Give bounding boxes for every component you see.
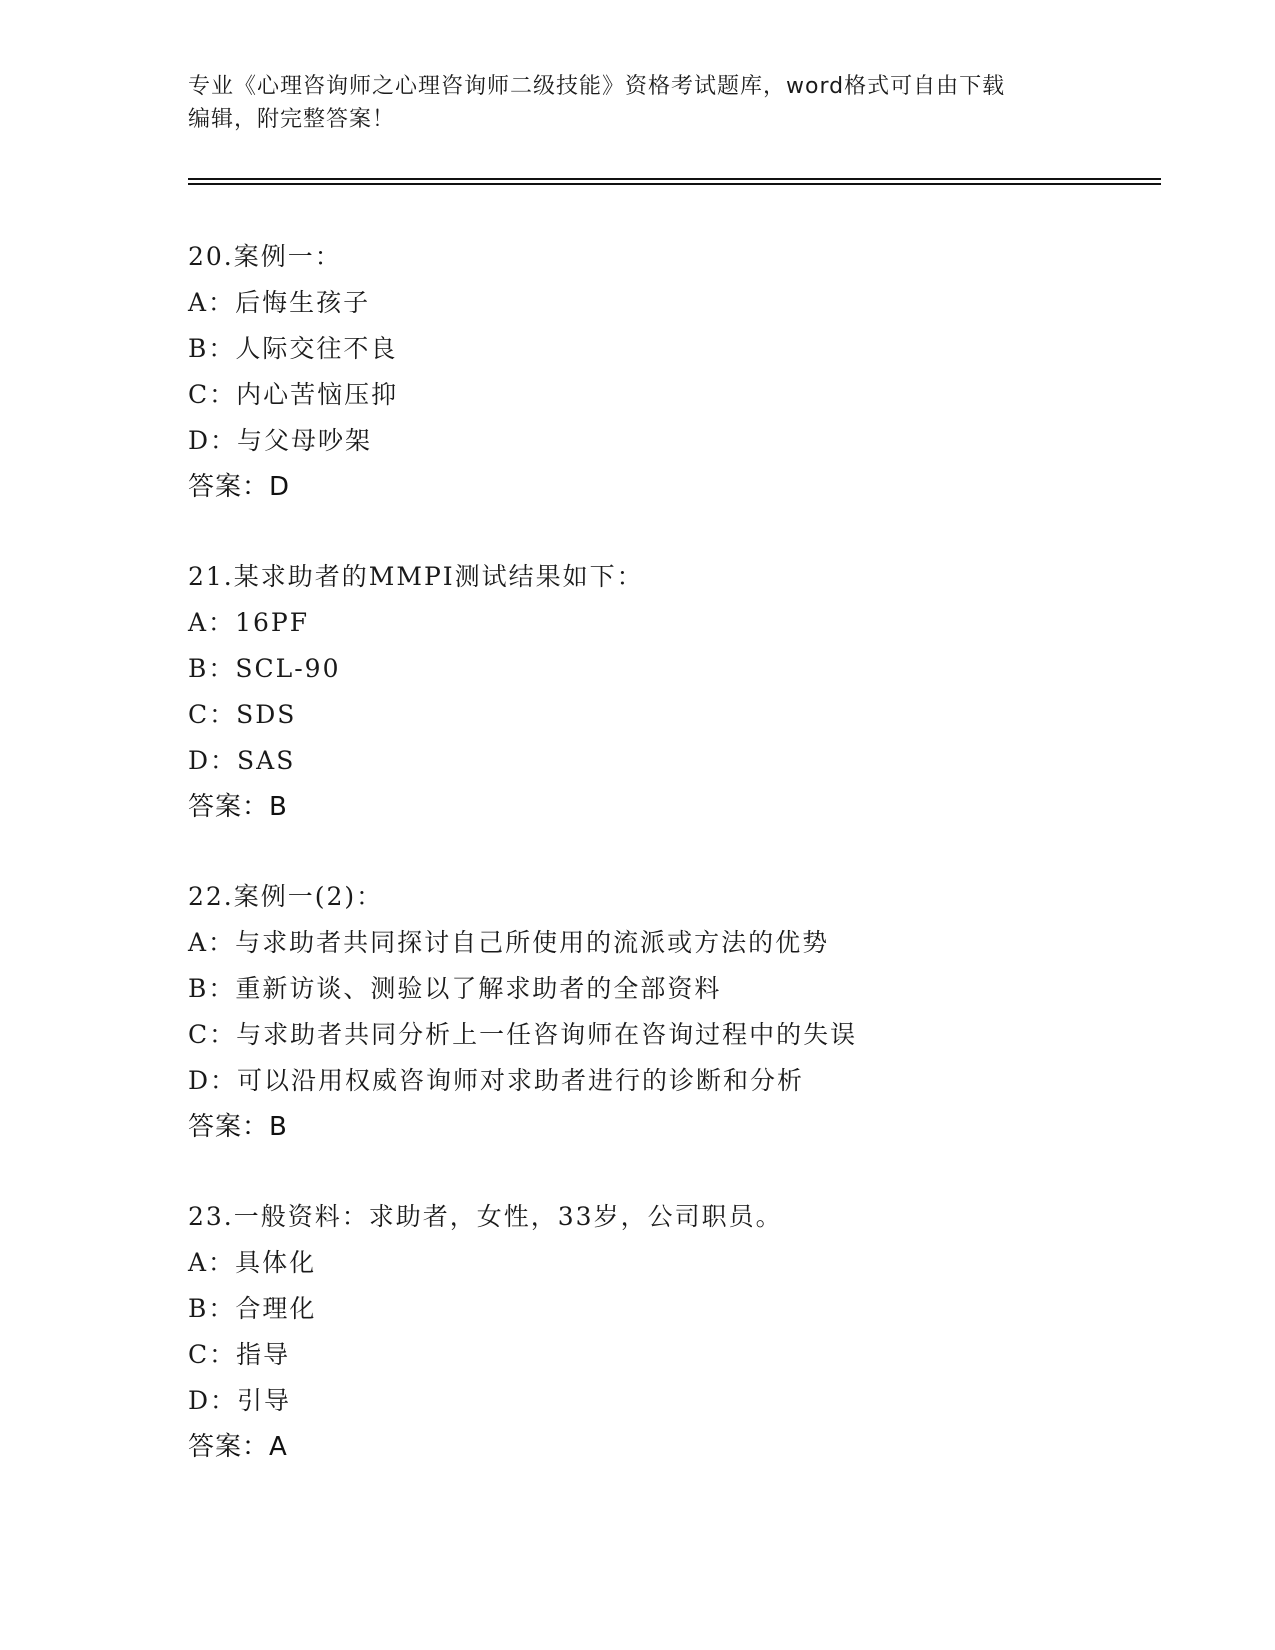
option-text: 与父母吵架 [237, 426, 373, 455]
answer: 答案：B [188, 792, 288, 822]
option-text: 人际交往不良 [235, 334, 398, 363]
question-21 [188, 554, 1161, 830]
header-line-2: 编辑，附完整答案！ [188, 107, 396, 132]
option-key: C： [188, 700, 237, 729]
option-b [188, 966, 1161, 1012]
option-key: B： [188, 334, 236, 363]
option-text: 可以沿用权威咨询师对求助者进行的诊断和分析 [237, 1066, 805, 1095]
option-a [188, 1240, 1161, 1286]
question-stem: 23.一般资料：求助者，女性，33岁，公司职员。 [188, 1202, 783, 1231]
question-23 [188, 1194, 1161, 1470]
option-d [188, 738, 1161, 784]
option-d [188, 418, 1161, 464]
option-text: SDS [236, 700, 297, 729]
option-key: A： [188, 288, 236, 317]
option-d [188, 1058, 1161, 1104]
option-text: SAS [237, 746, 296, 775]
option-a [188, 920, 1161, 966]
option-text: 与求助者共同分析上一任咨询师在咨询过程中的失误 [236, 1020, 858, 1049]
option-key: B： [188, 1294, 236, 1323]
document-header [188, 70, 1088, 136]
option-text: 后悔生孩子 [235, 288, 371, 317]
option-b [188, 646, 1161, 692]
answer: 答案：D [188, 472, 291, 502]
header-divider-top [188, 178, 1161, 180]
question-stem: 22.案例一(2)： [188, 882, 384, 911]
option-key: B： [188, 654, 236, 683]
question-stem: 20.案例一： [188, 242, 342, 271]
option-text: 合理化 [235, 1294, 317, 1323]
option-text: 引导 [237, 1386, 292, 1415]
option-a [188, 280, 1161, 326]
option-text: 内心苦恼压抑 [236, 380, 399, 409]
option-text: 具体化 [235, 1248, 317, 1277]
option-key: D： [188, 746, 238, 775]
option-key: A： [188, 1248, 236, 1277]
question-stem: 21.某求助者的MMPI测试结果如下： [188, 562, 644, 591]
option-b [188, 326, 1161, 372]
option-key: D： [188, 1386, 238, 1415]
option-key: A： [188, 608, 236, 637]
option-key: D： [188, 1066, 238, 1095]
header-divider-bottom [188, 183, 1161, 185]
option-text: 指导 [236, 1340, 291, 1369]
question-22 [188, 874, 1161, 1150]
option-c [188, 1332, 1161, 1378]
option-key: B： [188, 974, 236, 1003]
option-text: 16PF [235, 608, 310, 637]
option-key: C： [188, 1340, 237, 1369]
option-c [188, 1012, 1161, 1058]
option-c [188, 372, 1161, 418]
question-20 [188, 234, 1161, 510]
option-text: SCL-90 [235, 654, 341, 683]
option-key: A： [188, 928, 236, 957]
answer: 答案：A [188, 1432, 288, 1462]
option-a [188, 600, 1161, 646]
option-text: 重新访谈、测验以了解求助者的全部资料 [235, 974, 722, 1003]
option-d [188, 1378, 1161, 1424]
option-key: C： [188, 380, 237, 409]
answer: 答案：B [188, 1112, 288, 1142]
option-key: D： [188, 426, 238, 455]
option-text: 与求助者共同探讨自己所使用的流派或方法的优势 [235, 928, 830, 957]
header-line-1: 专业《心理咨询师之心理咨询师二级技能》资格考试题库，word格式可自由下载 [188, 74, 1006, 99]
option-b [188, 1286, 1161, 1332]
option-key: C： [188, 1020, 237, 1049]
option-c [188, 692, 1161, 738]
